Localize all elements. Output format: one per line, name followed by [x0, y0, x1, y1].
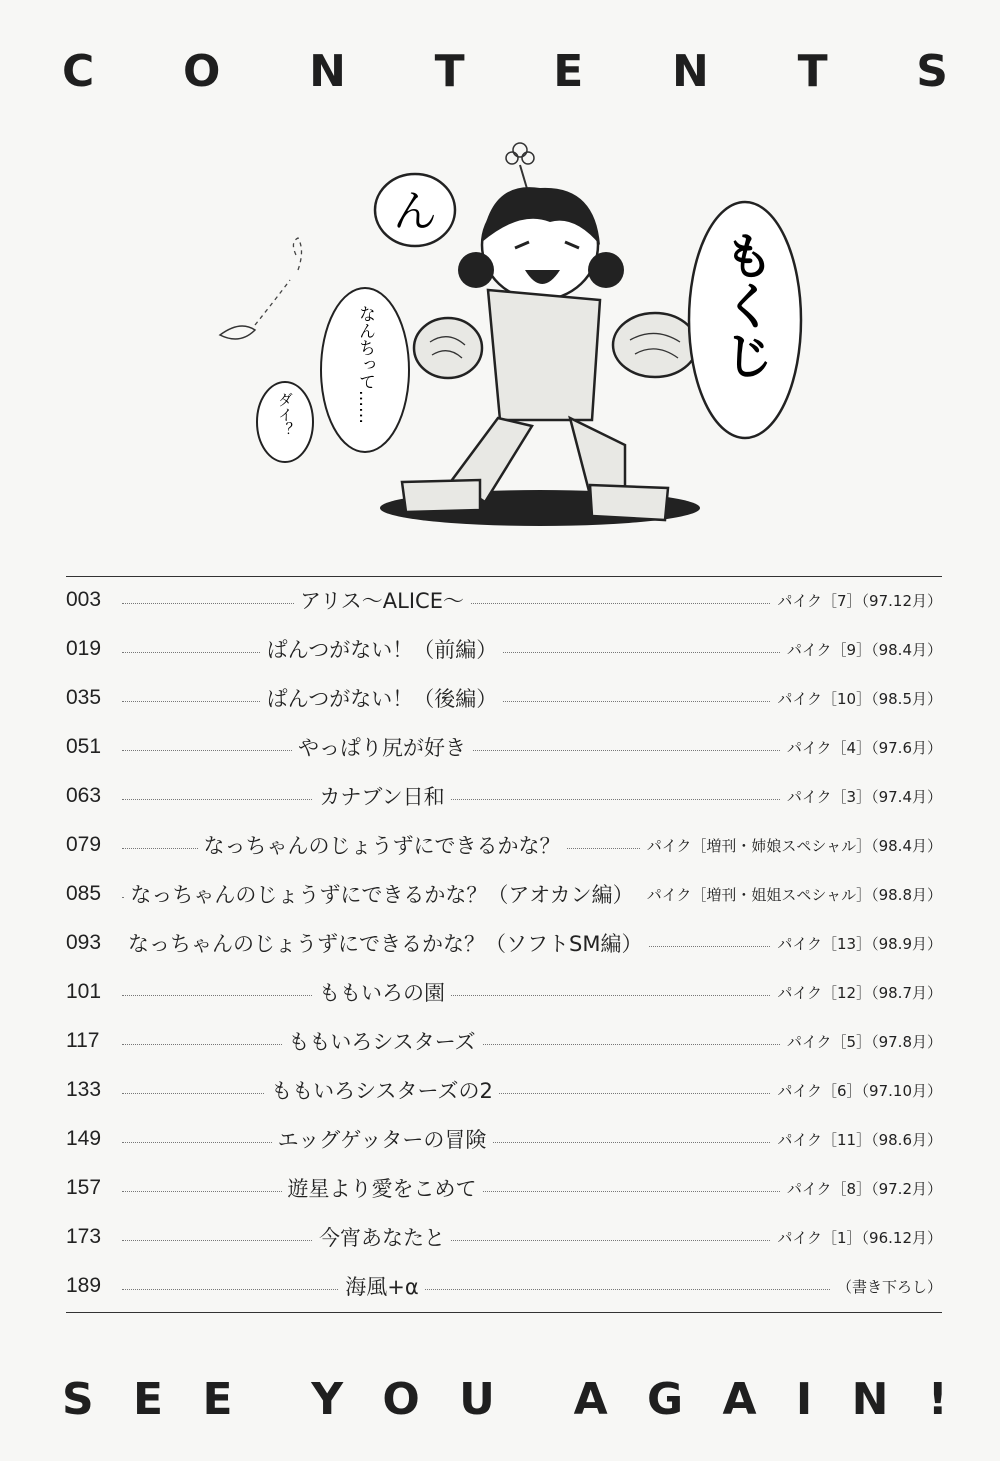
toc-page-number: 133	[66, 1078, 116, 1102]
heading-letter: S	[916, 46, 948, 97]
heading-letter: N	[309, 46, 346, 97]
toc-source: パイク［8］（97.2月）	[781, 1178, 942, 1199]
toc-entry[interactable]	[66, 874, 942, 923]
toc-title: やっぱり尻が好き	[292, 736, 472, 760]
heading-letter: Y	[311, 1374, 344, 1425]
toc-title: なっちゃんのじょうずにできるかな？（アオカン編）	[124, 883, 639, 907]
leaf-path	[255, 238, 302, 325]
toc-entry[interactable]	[66, 580, 942, 629]
left-fist	[414, 318, 482, 378]
toc-title-wrap	[122, 781, 642, 811]
heading-letter: E	[553, 46, 584, 97]
toc-title-wrap	[122, 1075, 642, 1105]
toc-source: パイク［12］（98.7月）	[771, 982, 942, 1003]
toc-page-number: 051	[66, 735, 116, 759]
toc-page-number: 101	[66, 980, 116, 1004]
leaf-icon	[220, 326, 255, 339]
toc-title-wrap	[122, 879, 642, 909]
toc-entry[interactable]	[66, 1168, 942, 1217]
robot-girl-illustration	[180, 130, 820, 540]
toc-title-wrap	[122, 732, 642, 762]
toc-title-wrap	[122, 977, 642, 1007]
toc-page-number: 157	[66, 1176, 116, 1200]
toc-entry[interactable]	[66, 629, 942, 678]
toc-title: アリス〜ALICE〜	[294, 589, 470, 613]
toc-title: ももいろシスターズの2	[265, 1079, 499, 1103]
contents-heading	[62, 46, 948, 97]
toc-page-number: 003	[66, 588, 116, 612]
toc-page-number: 189	[66, 1274, 116, 1298]
toc-source: パイク［5］（97.8月）	[781, 1031, 942, 1052]
bubble-n-text: ん	[393, 186, 437, 237]
toc-source: パイク［6］（97.10月）	[771, 1080, 942, 1101]
toc-entry[interactable]	[66, 1266, 942, 1315]
heading-letter: T	[434, 46, 465, 97]
toc-page-number: 149	[66, 1127, 116, 1151]
toc-source: （書き下ろし）	[831, 1276, 942, 1297]
toc-title: なっちゃんのじょうずにできるかな？（ソフトSM編）	[122, 932, 648, 956]
toc-entry[interactable]	[66, 972, 942, 1021]
toc-source: パイク［7］（97.12月）	[771, 590, 942, 611]
heading-letter: T	[797, 46, 828, 97]
bubble-nanchatte-text: なんちって……	[355, 305, 375, 424]
toc-source: パイク［9］（98.4月）	[781, 639, 942, 660]
toc-title-wrap	[122, 1026, 642, 1056]
heading-letter: E	[202, 1374, 233, 1425]
toc-page-number: 093	[66, 931, 116, 955]
left-foot	[402, 480, 480, 512]
heading-letter: E	[133, 1374, 164, 1425]
right-foot	[590, 485, 668, 520]
toc-entry[interactable]	[66, 1070, 942, 1119]
toc-title-wrap	[122, 1222, 642, 1252]
toc-title-wrap	[122, 1271, 642, 1301]
toc-entry[interactable]	[66, 776, 942, 825]
toc-page-number: 019	[66, 637, 116, 661]
toc-entry[interactable]	[66, 727, 942, 776]
heading-letter: O	[182, 46, 221, 97]
see-you-again-heading	[62, 1374, 948, 1425]
toc-title: カナブン日和	[313, 785, 450, 809]
bubble-mokuji-text: もくじ	[716, 230, 774, 380]
heading-letter: A	[722, 1374, 757, 1425]
toc-title-wrap	[122, 1124, 642, 1154]
toc-title: ぱんつがない！（前編）	[261, 638, 504, 662]
heading-letter: O	[382, 1374, 420, 1425]
toc-source: パイク［3］（97.4月）	[781, 786, 942, 807]
heading-letter: C	[62, 46, 95, 97]
heading-letter: S	[62, 1374, 94, 1425]
heading-letter: U	[459, 1374, 495, 1425]
toc-page-number: 079	[66, 833, 116, 857]
right-fist	[613, 313, 697, 377]
toc-source: パイク［増刊・姉娘スペシャル］（98.4月）	[641, 835, 942, 856]
toc-title-wrap	[122, 830, 642, 860]
toc-entry[interactable]	[66, 1217, 942, 1266]
toc-source: パイク［1］（96.12月）	[771, 1227, 942, 1248]
toc-title-wrap	[122, 634, 642, 664]
heading-letter: A	[573, 1374, 608, 1425]
toc-title: ももいろシスターズ	[282, 1030, 481, 1054]
toc-entry[interactable]	[66, 923, 942, 972]
toc-title: ぱんつがない！（後編）	[261, 687, 504, 711]
toc-source: パイク［4］（97.6月）	[781, 737, 942, 758]
toc-entry[interactable]	[66, 825, 942, 874]
toc-source: パイク［13］（98.9月）	[771, 933, 942, 954]
toc-page-number: 173	[66, 1225, 116, 1249]
toc-title: ももいろの園	[313, 981, 451, 1005]
toc-entry[interactable]	[66, 678, 942, 727]
toc-title-wrap	[122, 683, 642, 713]
toc-title-wrap	[122, 928, 642, 958]
toc-source: パイク［10］（98.5月）	[771, 688, 942, 709]
heading-letter: !	[927, 1374, 948, 1425]
toc-bottom-rule	[66, 1312, 942, 1313]
toc-title: なっちゃんのじょうずにできるかな？	[198, 834, 567, 858]
table-of-contents	[66, 580, 942, 1315]
flower-icon	[513, 143, 527, 157]
heading-letter: N	[672, 46, 709, 97]
toc-source: パイク［11］（98.6月）	[771, 1129, 942, 1150]
toc-title: 今宵あなたと	[313, 1226, 451, 1250]
toc-entry[interactable]	[66, 1119, 942, 1168]
toc-title: 遊星より愛をこめて	[282, 1177, 483, 1201]
toc-title-wrap	[122, 1173, 642, 1203]
toc-page-number: 117	[66, 1029, 116, 1053]
toc-top-rule	[66, 576, 942, 577]
right-leg	[570, 418, 625, 495]
toc-title-wrap	[122, 585, 642, 615]
bubble-dai-text: ダイ？	[276, 392, 294, 437]
toc-title: エッグゲッターの冒険	[272, 1128, 493, 1152]
heading-letter: I	[795, 1374, 813, 1425]
heading-letter: N	[851, 1374, 889, 1425]
toc-entry[interactable]	[66, 1021, 942, 1070]
toc-page-number: 063	[66, 784, 116, 808]
toc-page-number: 085	[66, 882, 116, 906]
heading-letter: G	[647, 1374, 684, 1425]
toc-page-number: 035	[66, 686, 116, 710]
robot-torso	[488, 290, 600, 420]
toc-title: 海風+α	[339, 1275, 424, 1299]
toc-source: パイク［増刊・姐姐スペシャル］（98.8月）	[641, 884, 942, 905]
